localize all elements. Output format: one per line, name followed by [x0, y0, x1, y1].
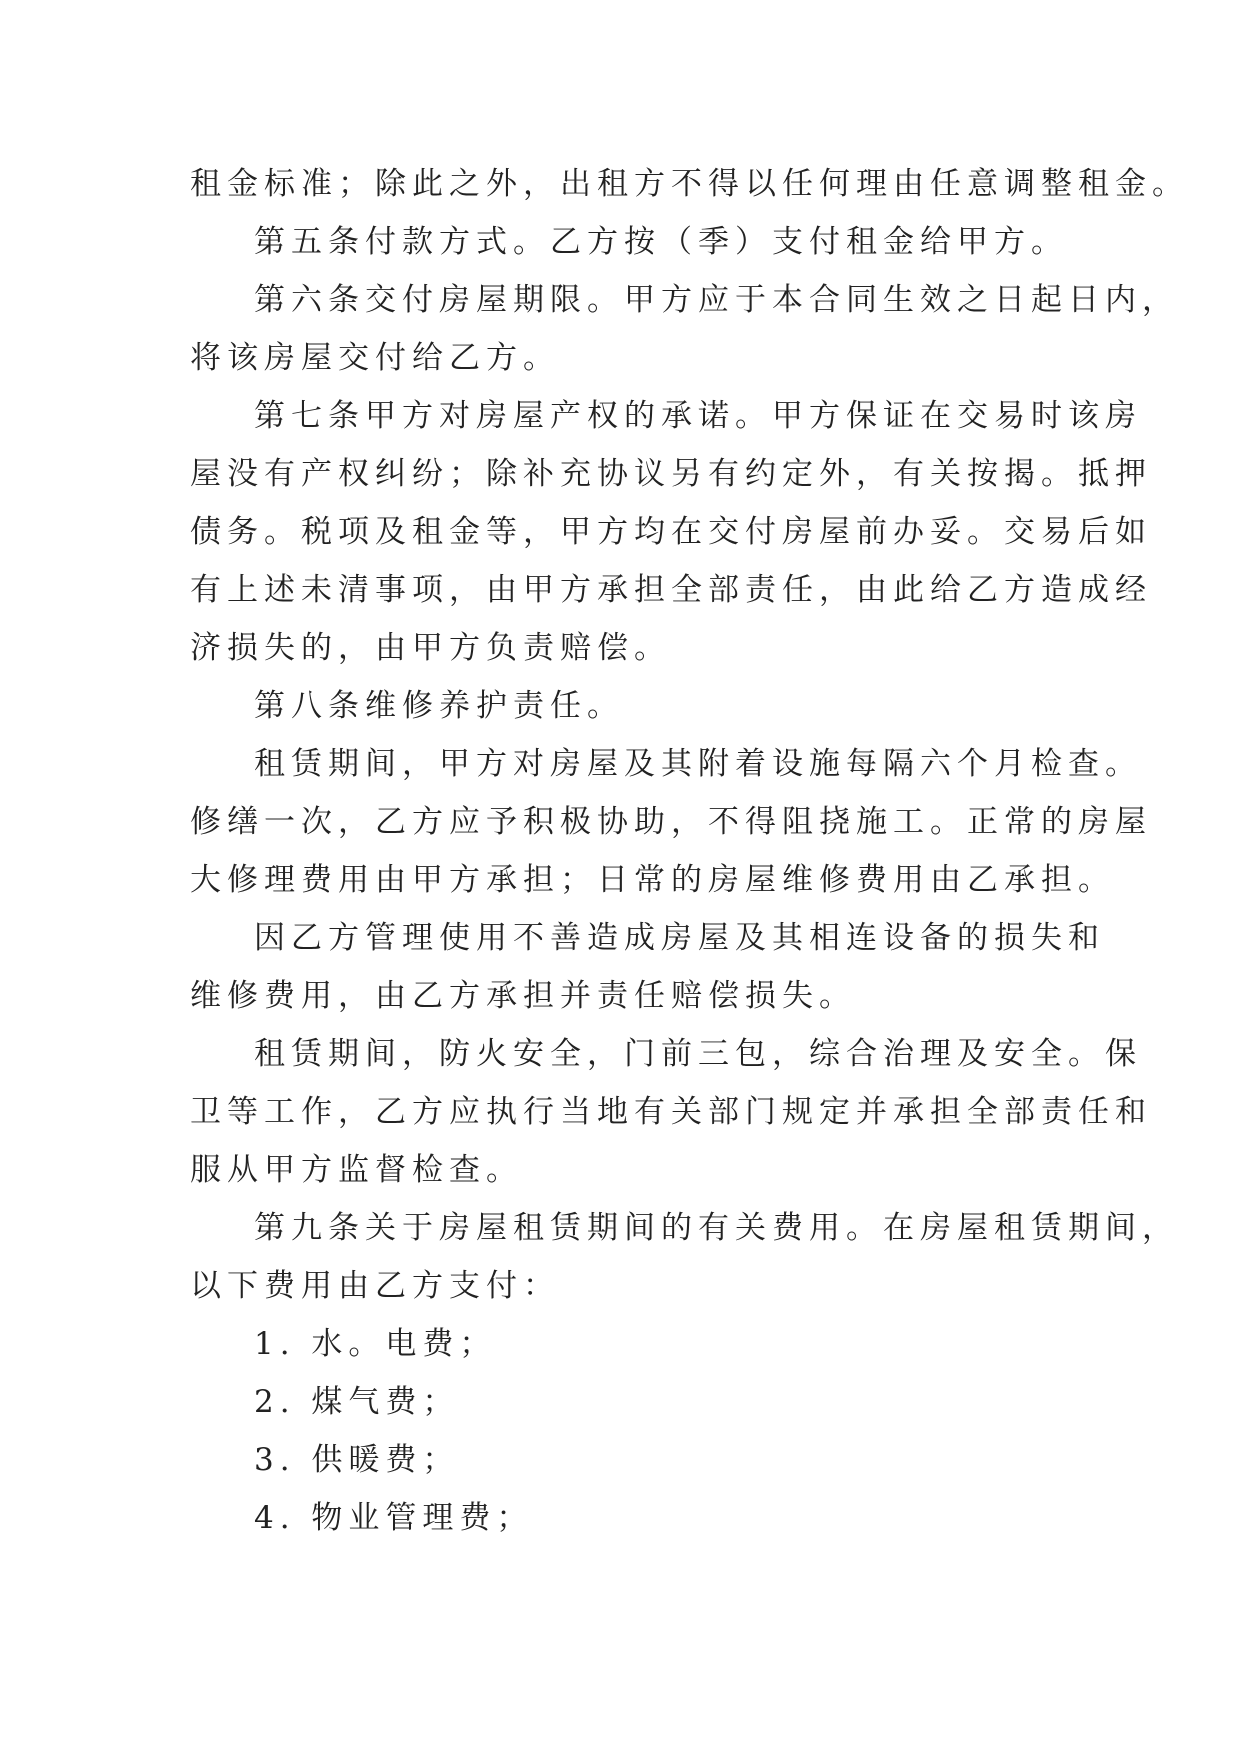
text-line: 第七条甲方对房屋产权的承诺。甲方保证在交易时该房 [254, 398, 1142, 434]
text-line: 大修理费用由甲方承担；日常的房屋维修费用由乙承担。 [190, 862, 1115, 898]
text-line: 因乙方管理使用不善造成房屋及其相连设备的损失和 [254, 920, 1105, 956]
text-line: 租赁期间，防火安全，门前三包，综合治理及安全。保 [254, 1036, 1142, 1072]
text-line: 济损失的，由甲方负责赔偿。 [190, 630, 671, 666]
document-body [190, 155, 1189, 1547]
list-item: 1. 水。电费； [254, 1326, 497, 1362]
text-line: 将该房屋交付给乙方。 [190, 340, 560, 376]
text-line: 卫等工作，乙方应执行当地有关部门规定并承担全部责任和 [190, 1094, 1152, 1130]
text-line: 第九条关于房屋租赁期间的有关费用。在房屋租赁期间， [254, 1210, 1179, 1246]
text-line: 租金标准；除此之外，出租方不得以任何理由任意调整租金。 [190, 166, 1189, 202]
list-item: 3. 供暖费； [254, 1442, 460, 1478]
text-line: 服从甲方监督检查。 [190, 1152, 523, 1188]
list-item: 4. 物业管理费； [254, 1500, 534, 1536]
list-item: 2. 煤气费； [254, 1384, 460, 1420]
text-line: 维修费用，由乙方承担并责任赔偿损失。 [190, 978, 856, 1014]
text-line: 债务。税项及租金等，甲方均在交付房屋前办妥。交易后如 [190, 514, 1152, 550]
text-line: 有上述未清事项，由甲方承担全部责任，由此给乙方造成经 [190, 572, 1152, 608]
text-line: 修缮一次，乙方应予积极协助，不得阻挠施工。正常的房屋 [190, 804, 1152, 840]
text-line: 屋没有产权纠纷；除补充协议另有约定外，有关按揭。抵押 [190, 456, 1152, 492]
text-line: 以下费用由乙方支付： [190, 1268, 560, 1304]
text-line: 第五条付款方式。乙方按（季）支付租金给甲方。 [254, 224, 1068, 260]
text-line: 第八条维修养护责任。 [254, 688, 624, 724]
text-line: 租赁期间，甲方对房屋及其附着设施每隔六个月检查。 [254, 746, 1142, 782]
text-line: 第六条交付房屋期限。甲方应于本合同生效之日起日内， [254, 282, 1179, 318]
